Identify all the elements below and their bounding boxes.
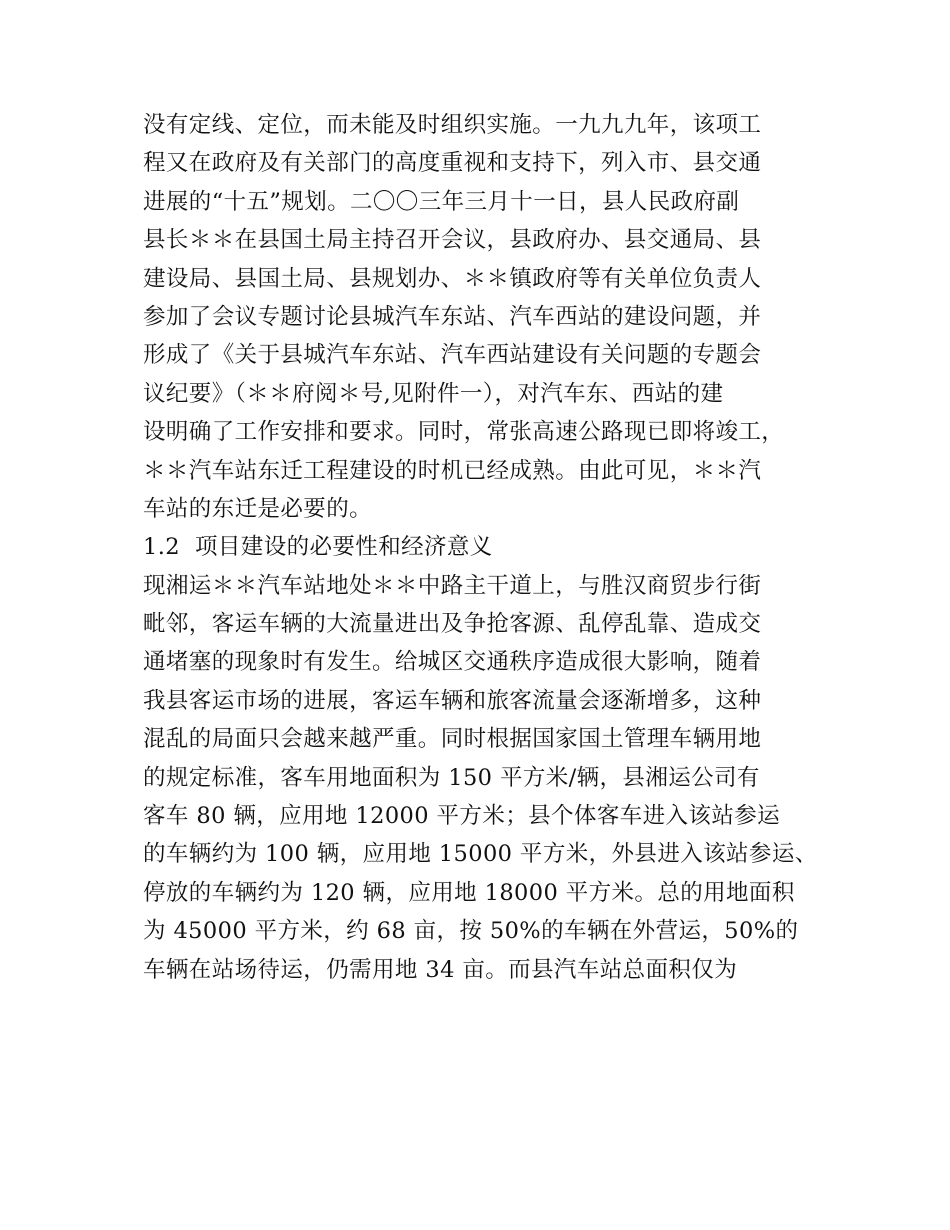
text-line: 程又在政府及有关部门的高度重视和支持下，列入市、县交通 xyxy=(143,150,762,177)
text-line: 现湘运＊＊汽车站地处＊＊中路主干道上，与胜汉商贸步行街 xyxy=(143,572,762,599)
text-line: 的车辆约为 100 辆，应用地 15000 平方米，外县进入该站参运、 xyxy=(143,841,818,868)
text-line: 设明确了工作安排和要求。同时，常张高速公路现已即将竣工， xyxy=(143,419,785,446)
text-line: 混乱的局面只会越来越严重。同时根据国家国土管理车辆用地 xyxy=(143,726,762,753)
section-heading xyxy=(143,528,950,566)
text-line: 车辆在站场待运，仍需用地 34 亩。而县汽车站总面积仅为 xyxy=(143,956,738,983)
text-line: 毗邻，客运车辆的大流量进出及争抢客源、乱停乱靠、造成交 xyxy=(143,611,762,638)
text-line: 通堵塞的现象时有发生。给城区交通秩序造成很大影响，随着 xyxy=(143,649,762,676)
section-title: 项目建设的必要性和经济意义 xyxy=(195,534,493,561)
text-line: 客车 80 辆，应用地 12000 平方米；县个体客车进入该站参运 xyxy=(143,803,781,830)
section-number: 1.2 xyxy=(143,534,180,561)
text-line: 形成了《关于县城汽车东站、汽车西站建设有关问题的专题会 xyxy=(143,342,762,369)
text-line: 议纪要》（＊＊府阅＊号,见附件一），对汽车东、西站的建 xyxy=(143,380,724,407)
text-line: 进展的“十五”规划。二〇〇三年三月十一日，县人民政府副 xyxy=(143,188,740,215)
text-line: 建设局、县国土局、县规划办、＊＊镇政府等有关单位负责人 xyxy=(143,265,762,292)
text-line: 我县客运市场的进展，客运车辆和旅客流量会逐渐增多，这种 xyxy=(143,687,762,714)
text-line: ＊＊汽车站东迁工程建设的时机已经成熟。由此可见，＊＊汽 xyxy=(143,457,762,484)
text-line: 停放的车辆约为 120 辆，应用地 18000 平方米。总的用地面积 xyxy=(143,879,795,906)
text-line: 的规定标准，客车用地面积为 150 平方米/辆，县湘运公司有 xyxy=(143,764,760,791)
text-line: 参加了会议专题讨论县城汽车东站、汽车西站的建设问题，并 xyxy=(143,303,762,330)
text-line: 为 45000 平方米，约 68 亩，按 50%的车辆在外营运，50%的 xyxy=(143,918,799,945)
text-line: 县长＊＊在县国土局主持召开会议，县政府办、县交通局、县 xyxy=(143,227,762,254)
text-line: 车站的东迁是必要的。 xyxy=(143,495,373,522)
text-line: 没有定线、定位，而未能及时组织实施。一九九九年，该项工 xyxy=(143,112,762,138)
